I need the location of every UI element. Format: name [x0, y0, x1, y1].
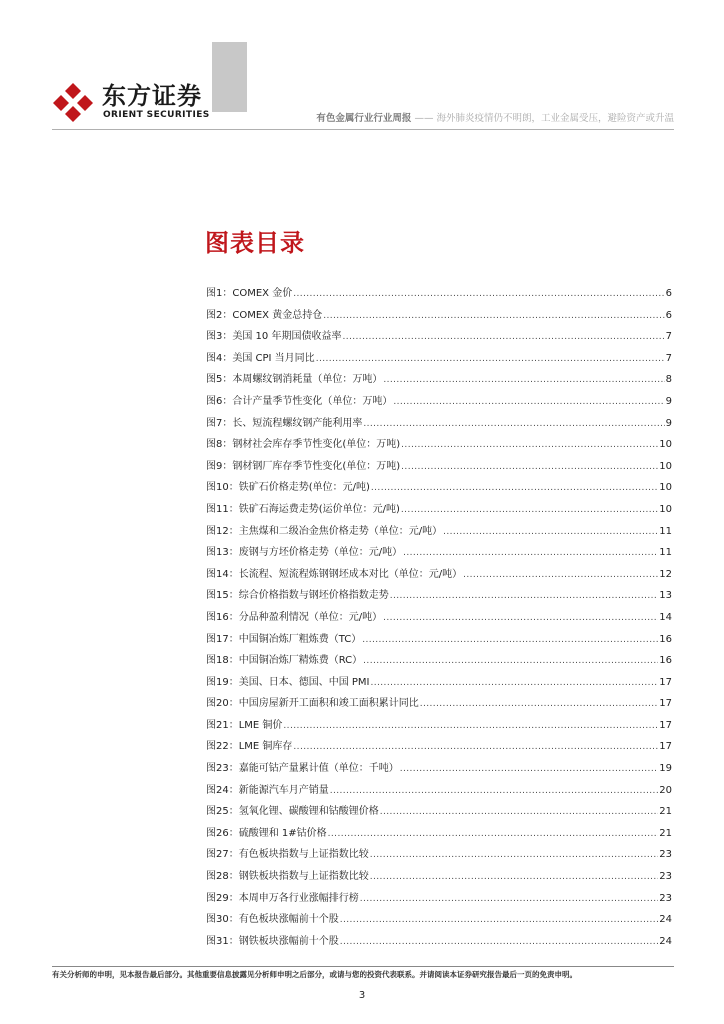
brand-name-cn: 东方证券: [102, 82, 202, 110]
toc-entry[interactable]: [206, 676, 672, 698]
toc-entry[interactable]: [206, 870, 672, 892]
toc-title: 图表目录: [205, 229, 305, 257]
toc-entry[interactable]: [206, 935, 672, 957]
toc-list: [206, 287, 672, 956]
toc-entry-page: 10: [659, 460, 672, 472]
toc-dot-leader: [293, 740, 658, 754]
toc-entry-label: 图1：COMEX 金价: [206, 288, 293, 299]
toc-dot-leader: [371, 676, 659, 690]
toc-entry[interactable]: [206, 611, 672, 633]
toc-dot-leader: [370, 870, 659, 884]
toc-entry-page: 9: [665, 395, 672, 407]
toc-entry-label: 图12：主焦煤和二级冶金焦价格走势（单位：元/吨）: [206, 525, 443, 537]
page-number: 3: [358, 990, 366, 1001]
toc-dot-leader: [420, 697, 659, 711]
toc-entry[interactable]: [206, 525, 672, 547]
toc-entry-label: 图13：废钢与方坯价格走势（单位：元/吨）: [206, 547, 403, 559]
toc-entry-page: 13: [659, 590, 672, 602]
footer-divider: [52, 966, 674, 967]
toc-entry-label: 图8：钢材社会库存季节性变化(单位：万吨): [206, 439, 401, 451]
toc-entry[interactable]: [206, 352, 672, 374]
toc-dot-leader: [401, 503, 658, 517]
toc-entry[interactable]: [206, 546, 672, 568]
toc-entry[interactable]: [206, 805, 672, 827]
brand-logo: [52, 82, 222, 122]
toc-dot-leader: [360, 892, 659, 906]
toc-entry-label: 图19：美国、日本、德国、中国 PMI: [206, 676, 370, 688]
toc-entry-label: 图3：美国 10 年期国债收益率: [206, 331, 342, 343]
toc-entry-page: 21: [659, 827, 672, 839]
toc-entry-page: 17: [659, 698, 672, 710]
toc-entry-label: 图25：氢氧化锂、碳酸锂和钴酸锂价格: [206, 806, 379, 818]
toc-entry-label: 图2：COMEX 黄金总持仓: [206, 309, 323, 321]
toc-entry[interactable]: [206, 460, 672, 482]
toc-entry-label: 图17：中国铜冶炼厂粗炼费（TC）: [206, 633, 362, 645]
toc-entry-page: 6: [665, 309, 672, 321]
toc-entry-page: 10: [659, 503, 672, 515]
toc-dot-leader: [316, 352, 665, 366]
toc-dot-leader: [323, 309, 664, 323]
toc-entry[interactable]: [206, 892, 672, 914]
toc-entry-label: 图14：长流程、短流程炼钢钢坯成本对比（单位：元/吨）: [206, 568, 463, 580]
toc-dot-leader: [400, 762, 659, 776]
toc-entry[interactable]: [206, 373, 672, 395]
toc-entry-label: 图20：中国房屋新开工面积和竣工面积累计同比: [206, 698, 419, 710]
toc-dot-leader: [401, 438, 658, 452]
toc-entry[interactable]: [206, 848, 672, 870]
toc-entry-page: 14: [659, 611, 672, 623]
header-separator: ——: [414, 113, 434, 124]
toc-entry-label: 图30：有色板块涨幅前十个股: [206, 914, 339, 926]
toc-entry-label: 图16：分品种盈利情况（单位：元/吨）: [206, 611, 383, 623]
toc-entry-label: 图26：硫酸锂和 1#钴价格: [206, 827, 327, 839]
toc-entry[interactable]: [206, 417, 672, 439]
toc-dot-leader: [363, 654, 658, 668]
toc-entry-page: 8: [665, 374, 672, 386]
toc-entry-label: 图5：本周螺纹钢消耗量（单位：万吨）: [206, 374, 383, 386]
toc-dot-leader: [390, 589, 659, 603]
toc-entry[interactable]: [206, 503, 672, 525]
toc-entry-label: 图31：钢铁板块涨幅前十个股: [206, 935, 339, 947]
toc-dot-leader: [393, 395, 664, 409]
toc-dot-leader: [363, 417, 664, 431]
toc-dot-leader: [342, 330, 664, 344]
toc-entry-label: 图28：钢铁板块指数与上证指数比较: [206, 871, 369, 883]
toc-dot-leader: [340, 913, 659, 927]
toc-entry[interactable]: [206, 719, 672, 741]
toc-entry-label: 图10：铁矿石价格走势(单位：元/吨): [206, 482, 370, 494]
brand-name-en: ORIENT SECURITIES: [103, 110, 210, 120]
toc-entry[interactable]: [206, 330, 672, 352]
toc-dot-leader: [383, 611, 658, 625]
toc-entry-label: 图11：铁矿石海运费走势(运价单位：元/吨): [206, 503, 400, 515]
toc-entry-page: 23: [659, 849, 672, 861]
toc-entry-page: 7: [665, 331, 672, 343]
toc-entry[interactable]: [206, 697, 672, 719]
toc-entry-label: 图9：钢材钢厂库存季节性变化(单位：万吨): [206, 460, 401, 472]
toc-entry-page: 17: [659, 676, 672, 688]
toc-entry-page: 21: [659, 806, 672, 818]
toc-entry[interactable]: [206, 438, 672, 460]
toc-dot-leader: [370, 848, 659, 862]
report-subtitle: 海外肺炎疫情仍不明朗，工业金属受压，避险资产或升温: [436, 113, 674, 124]
toc-entry[interactable]: [206, 913, 672, 935]
footer-disclaimer: 有关分析师的申明，见本报告最后部分。其他重要信息披露见分析师申明之后部分，或请与您的投资代表联系。并请阅读本证券研究报告最后一页的免责申明。: [52, 970, 577, 979]
toc-entry-label: 图22：LME 铜库存: [206, 741, 293, 753]
toc-entry[interactable]: [206, 827, 672, 849]
toc-dot-leader: [383, 373, 664, 387]
toc-dot-leader: [403, 546, 658, 560]
report-header: [300, 112, 674, 126]
toc-entry-page: 11: [659, 547, 672, 559]
toc-entry-page: 19: [659, 763, 672, 775]
toc-entry[interactable]: [206, 633, 672, 655]
diamond-cluster-logo-icon: [52, 82, 94, 122]
toc-entry[interactable]: [206, 568, 672, 590]
toc-entry-label: 图4：美国 CPI 当月同比: [206, 352, 315, 364]
header-divider: [52, 129, 674, 130]
toc-dot-leader: [362, 633, 658, 647]
toc-entry-page: 24: [659, 935, 672, 947]
toc-entry-page: 20: [659, 784, 672, 796]
toc-dot-leader: [340, 935, 659, 949]
toc-entry-page: 10: [659, 482, 672, 494]
toc-entry-page: 16: [659, 633, 672, 645]
toc-entry[interactable]: [206, 654, 672, 676]
toc-entry-page: 23: [659, 892, 672, 904]
toc-entry-label: 图6：合计产量季节性变化（单位：万吨）: [206, 395, 393, 407]
toc-entry-page: 17: [659, 741, 672, 753]
toc-entry[interactable]: [206, 784, 672, 806]
toc-entry-page: 12: [659, 568, 672, 580]
toc-entry-page: 17: [659, 719, 672, 731]
toc-entry[interactable]: [206, 589, 672, 611]
toc-entry[interactable]: [206, 762, 672, 784]
toc-dot-leader: [328, 827, 659, 841]
toc-entry-label: 图18：中国铜冶炼厂精炼费（RC）: [206, 655, 363, 667]
toc-entry[interactable]: [206, 395, 672, 417]
toc-entry-page: 23: [659, 871, 672, 883]
toc-entry-page: 16: [659, 655, 672, 667]
toc-entry-label: 图27：有色板块指数与上证指数比较: [206, 849, 369, 861]
toc-entry-page: 11: [659, 525, 672, 537]
toc-dot-leader: [283, 719, 658, 733]
report-type: 有色金属行业行业周报: [316, 113, 412, 124]
toc-dot-leader: [463, 568, 658, 582]
toc-dot-leader: [330, 784, 659, 798]
toc-entry-page: 9: [665, 417, 672, 429]
toc-entry-page: 10: [659, 439, 672, 451]
toc-entry-label: 图7：长、短流程螺纹钢产能利用率: [206, 417, 363, 429]
toc-entry-label: 图24：新能源汽车月产销量: [206, 784, 329, 796]
toc-entry-page: 24: [659, 914, 672, 926]
toc-entry-label: 图21：LME 铜价: [206, 719, 283, 731]
toc-entry-page: 7: [665, 352, 672, 364]
toc-entry[interactable]: [206, 481, 672, 503]
toc-dot-leader: [293, 287, 664, 301]
toc-entry[interactable]: [206, 287, 672, 309]
toc-dot-leader: [443, 525, 658, 539]
toc-entry-label: 图15：综合价格指数与钢坯价格指数走势: [206, 590, 389, 602]
toc-entry-page: 6: [665, 288, 672, 299]
toc-entry[interactable]: [206, 309, 672, 331]
toc-dot-leader: [380, 805, 659, 819]
toc-dot-leader: [371, 481, 658, 495]
toc-entry-label: 图23：嘉能可钴产量累计值（单位：千吨）: [206, 763, 399, 775]
toc-entry[interactable]: [206, 740, 672, 762]
toc-entry-label: 图29：本周申万各行业涨幅排行榜: [206, 892, 359, 904]
toc-dot-leader: [401, 460, 658, 474]
